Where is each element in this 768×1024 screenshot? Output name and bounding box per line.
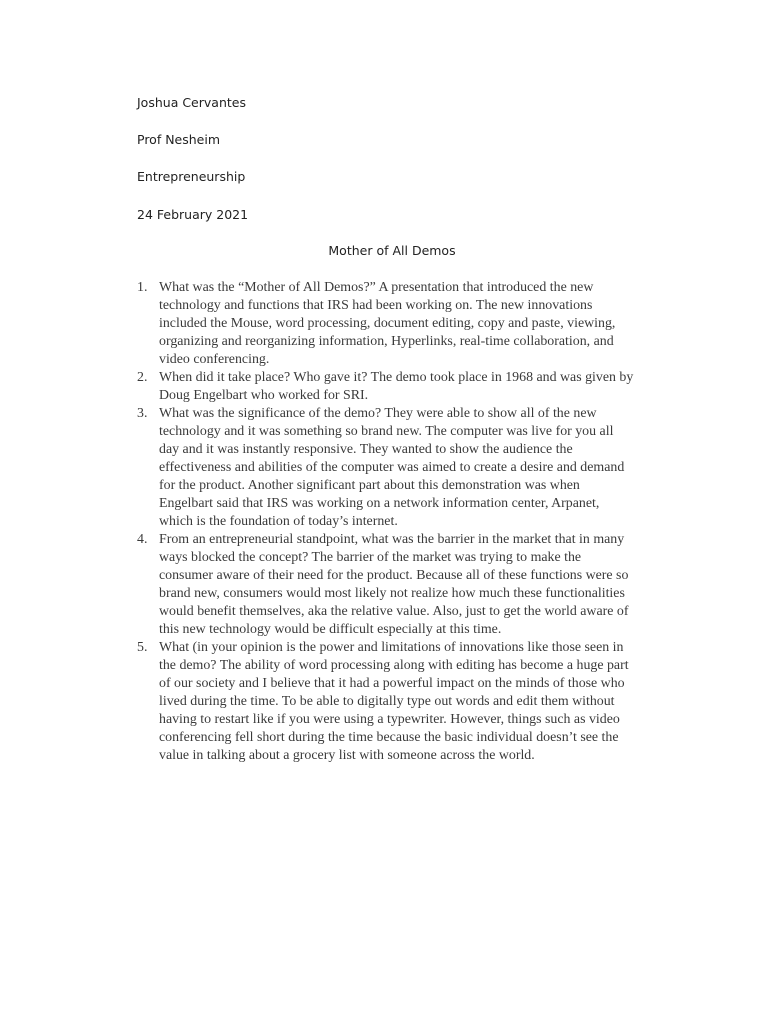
item-text-line: video conferencing. — [159, 352, 270, 367]
item-text-line: organizing and reorganizing information, Hyperlinks, real-time collaboration, and — [159, 334, 614, 349]
item-text-line: this new technology would be difficult especially at this time. — [159, 622, 502, 637]
item-text-line: which is the foundation of today’s internet. — [159, 514, 398, 529]
document-date: 24 February 2021 — [137, 207, 249, 222]
item-text-line: When did it take place? Who gave it? The demo took place in 1968 and was given by — [159, 370, 634, 385]
document-title: Mother of All Demos — [328, 243, 456, 258]
item-text-line: of our society and I believe that it had a powerful impact on the minds of those who — [159, 676, 625, 691]
item-text-line: What (in your opinion is the power and limitations of innovations like those seen in — [159, 640, 624, 655]
item-text-line: Doug Engelbart who worked for SRI. — [159, 388, 369, 403]
item-text-line: lived during the time. To be able to digitally type out words and edit them without — [159, 694, 615, 709]
list-item-2 — [137, 369, 682, 405]
list-item-3 — [137, 405, 682, 531]
item-text-line: effectiveness and abilities of the computer was aimed to create a desire and demand — [159, 460, 625, 475]
item-text-line: From an entrepreneurial standpoint, what was the barrier in the market that in many — [159, 532, 625, 547]
professor-name: Prof Nesheim — [137, 132, 221, 147]
item-number: 4. — [137, 532, 148, 547]
item-number: 5. — [137, 640, 148, 655]
item-text-line: brand new, consumers would most likely not realize how much these functionalities — [159, 586, 625, 601]
author-name: Joshua Cervantes — [137, 95, 246, 110]
item-text-line: Engelbart said that IRS was working on a network information center, Arpanet, — [159, 496, 600, 511]
item-number: 3. — [137, 406, 148, 421]
item-text-line: technology and functions that IRS had been working on. The new innovations — [159, 298, 593, 313]
item-text-line: ways blocked the concept? The barrier of the market was trying to make the — [159, 550, 582, 565]
item-number: 1. — [137, 280, 148, 295]
list-item-4 — [137, 531, 682, 639]
item-text-line: day and it was instantly responsive. They wanted to show the audience the — [159, 442, 573, 457]
item-text-line: for the product. Another significant part about this demonstration was when — [159, 478, 580, 493]
item-number: 2. — [137, 370, 148, 385]
item-text-line: consumer aware of their need for the product. Because all of these functions were so — [159, 568, 629, 583]
item-text-line: included the Mouse, word processing, document editing, copy and paste, viewing, — [159, 316, 616, 331]
item-text-line: technology and it was something so brand new. The computer was live for you all — [159, 424, 614, 439]
course-name: Entrepreneurship — [137, 169, 246, 184]
item-text-line: the demo? The ability of word processing along with editing has become a huge part — [159, 658, 629, 673]
question-answer-list — [137, 279, 682, 765]
item-text-line: having to restart like if you were using a typewriter. However, things such as video — [159, 712, 620, 727]
item-text-line: would benefit themselves, aka the relative value. Also, just to get the world aware of — [159, 604, 629, 619]
item-text-line: conferencing fell short during the time because the basic individual doesn’t see the — [159, 730, 619, 745]
item-text-line: What was the significance of the demo? They were able to show all of the new — [159, 406, 597, 421]
item-text-line: What was the “Mother of All Demos?” A presentation that introduced the new — [159, 280, 594, 295]
list-item-5 — [137, 639, 682, 765]
list-item-1 — [137, 279, 682, 369]
item-text-line: value in talking about a grocery list with someone across the world. — [159, 748, 535, 763]
